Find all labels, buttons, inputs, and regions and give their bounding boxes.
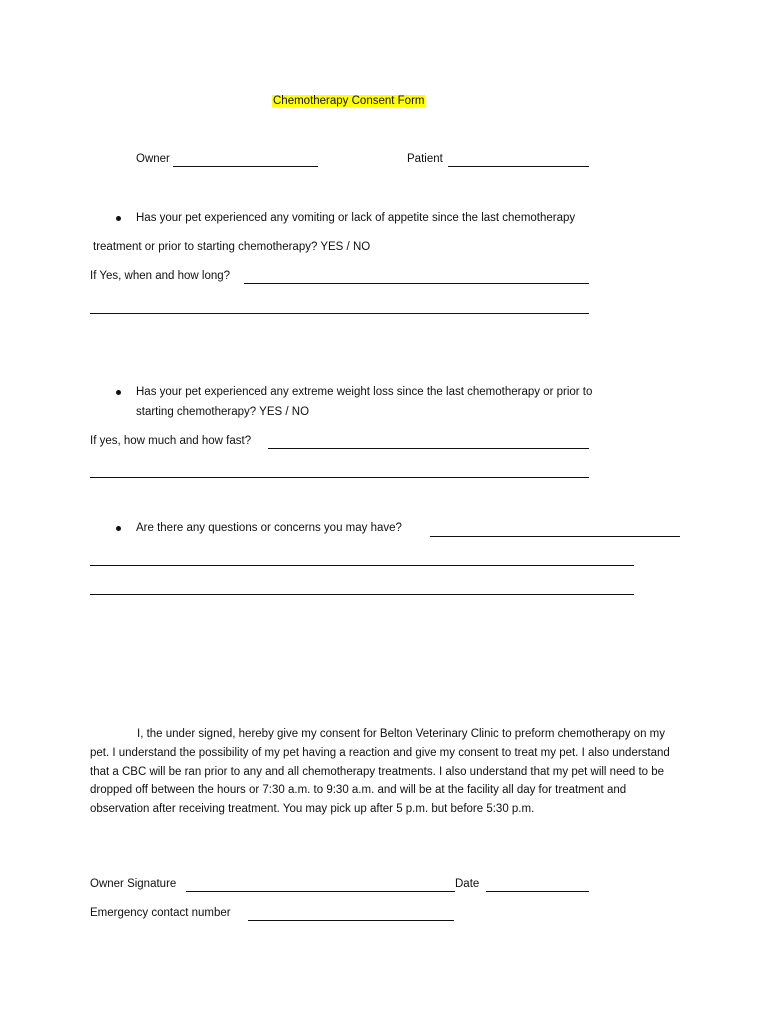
question-1-answer-line[interactable] [90,313,589,314]
form-title: Chemotherapy Consent Form [273,95,425,107]
date-label: Date [455,878,480,890]
question-2-line-2: starting chemotherapy? YES / NO [136,406,310,418]
question-2-answer-line[interactable] [268,448,589,449]
owner-signature-line[interactable] [186,891,455,892]
owner-field-line[interactable] [173,166,318,167]
question-2-followup-label: If yes, how much and how fast? [90,435,252,447]
question-3-text: Are there any questions or concerns you may have? [136,522,402,534]
owner-signature-label: Owner Signature [90,878,177,890]
patient-field-line[interactable] [448,166,589,167]
bullet-icon [116,216,121,221]
question-2-answer-line[interactable] [90,477,589,478]
question-2-line-1: Has your pet experienced any extreme weight loss since the last chemotherapy or prior to [136,386,593,398]
emergency-contact-line[interactable] [248,920,454,921]
bullet-icon [116,526,121,531]
question-3-answer-line[interactable] [90,565,634,566]
question-3-answer-line[interactable] [430,536,680,537]
question-1-followup-label: If Yes, when and how long? [90,270,231,282]
question-1-line-1: Has your pet experienced any vomiting or lack of appetite since the last chemotherapy [136,212,576,224]
date-field-line[interactable] [486,891,589,892]
emergency-contact-label: Emergency contact number [90,907,231,919]
question-1-line-2: treatment or prior to starting chemotherapy? YES / NO [93,241,371,253]
patient-label: Patient [407,153,443,165]
consent-text: I, the under signed, hereby give my consent for Belton Veterinary Clinic to preform chemotherapy on my pet. I understand the possibility of my pet having a reaction and give my consent to treat my pet. I also understand that a CBC will be ran prior to any and all chemotherapy treatments. I also understand that my pet will need to be dropped off between the hours or 7:30 a.m. to 9:30 a.m. and will be at the facility all day for treatment and observation after receiving treatment. You may pick up after 5 p.m. but before 5:30 p.m. [90,728,670,816]
owner-label: Owner [136,153,170,165]
consent-paragraph [90,725,680,819]
question-1-answer-line[interactable] [244,283,589,284]
question-3-answer-line[interactable] [90,594,634,595]
bullet-icon [116,390,121,395]
